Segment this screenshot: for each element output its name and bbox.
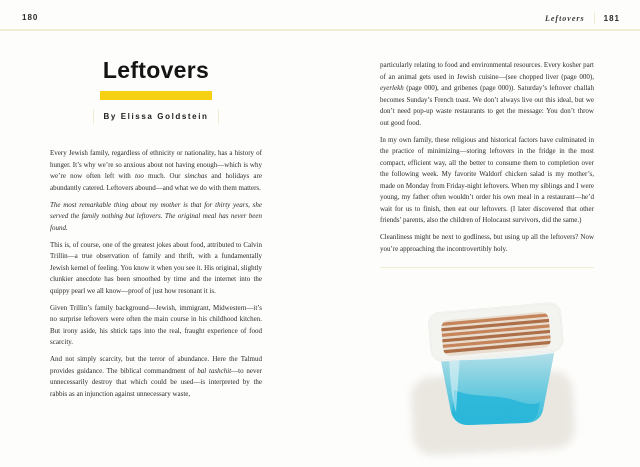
left-page [50,57,262,400]
paragraph: This is, of course, one of the greatest jokes about food, attributed to Calvin Trillin—a true observation of family and thrift, with a fundamentally Jewish kernel of feeling. You know it when you see it. His original, slightly clunkier anecdote has been smoothed by time and the internet into the quippy pearl we all know—proof of just how resonant it is. [50,240,262,295]
paragraph: Every Jewish family, regardless of ethnicity or nationality, has a history of hunger. It’s why we’re so anxious about not having enough—which is why we’re now often left with too much. Our simchas and holidays are abundantly catered. Leftovers abound—and what we do with them matters. [50,149,262,192]
section-divider [380,267,594,268]
paragraph: Cleanliness might be next to godliness, but using up all the leftovers? Now you’re approaching the incontrovertibly holy. [380,233,594,253]
refrigerator-dish-illustration [402,294,594,462]
byline: By Elissa Goldstein [93,109,218,124]
figure-refrigerator-dish [402,294,594,462]
chapter-title: Leftovers [102,57,210,83]
page-number-left: 180 [22,13,39,22]
header-divider-bar [594,12,595,24]
paragraph: And not simply scarcity, but the terror of abundance. Here the Talmud provides guidance. The biblical commandment of bal tashchit—to never unnecessarily destroy that which could be used—is interpreted by the rabbis as an injunction against unnecessary waste, [50,355,262,398]
paragraph: Given Trillin’s family background—Jewish, immigrant, Midwestern—it’s no surprise leftovers were often the main course in his childhood kitchen. But irony aside, his shtick taps into the real, fraught experience of food scarcity. [50,303,262,346]
accent-bar [100,91,212,100]
right-body-text [380,60,594,255]
paragraph: In my own family, these religious and historical factors have culminated in the practice of minimizing—storing leftovers in the fridge in the most compact, efficient way, all the better to consume them to completion over the following week. My favorite Waldorf chicken salad is my mother’s, made on Monday from Friday-night leftovers. When my siblings and I were young, my father often wouldn’t order his own meal in a restaurant—he’d wait for us to finish, then eat our leftovers. (I later discovered that other friends’ parents, also the children of Holocaust survivors, did the same.) [380,135,594,224]
paragraph: The most remarkable thing about my mother is that for thirty years, she served the family nothing but leftovers. The original meal has never been found. [50,200,262,232]
header-rule [0,29,640,31]
running-header-right [545,11,620,25]
paragraph: particularly relating to food and environmental resources. Every kosher part of an animal gets used in Jewish cuisine—(see chopped liver (page 000), eyerlekh (page 000), and gribenes (page 000)). Saturday’s leftover challah becomes Sunday’s French toast. We don’t always live out this ideal, but we don’t need pop-up waste restaurants to get the message: You don’t throw out good food. [380,61,594,127]
left-body-text [50,148,262,400]
right-page [380,60,594,268]
page-number-right: 181 [603,13,620,23]
running-title: Leftovers [544,13,585,23]
